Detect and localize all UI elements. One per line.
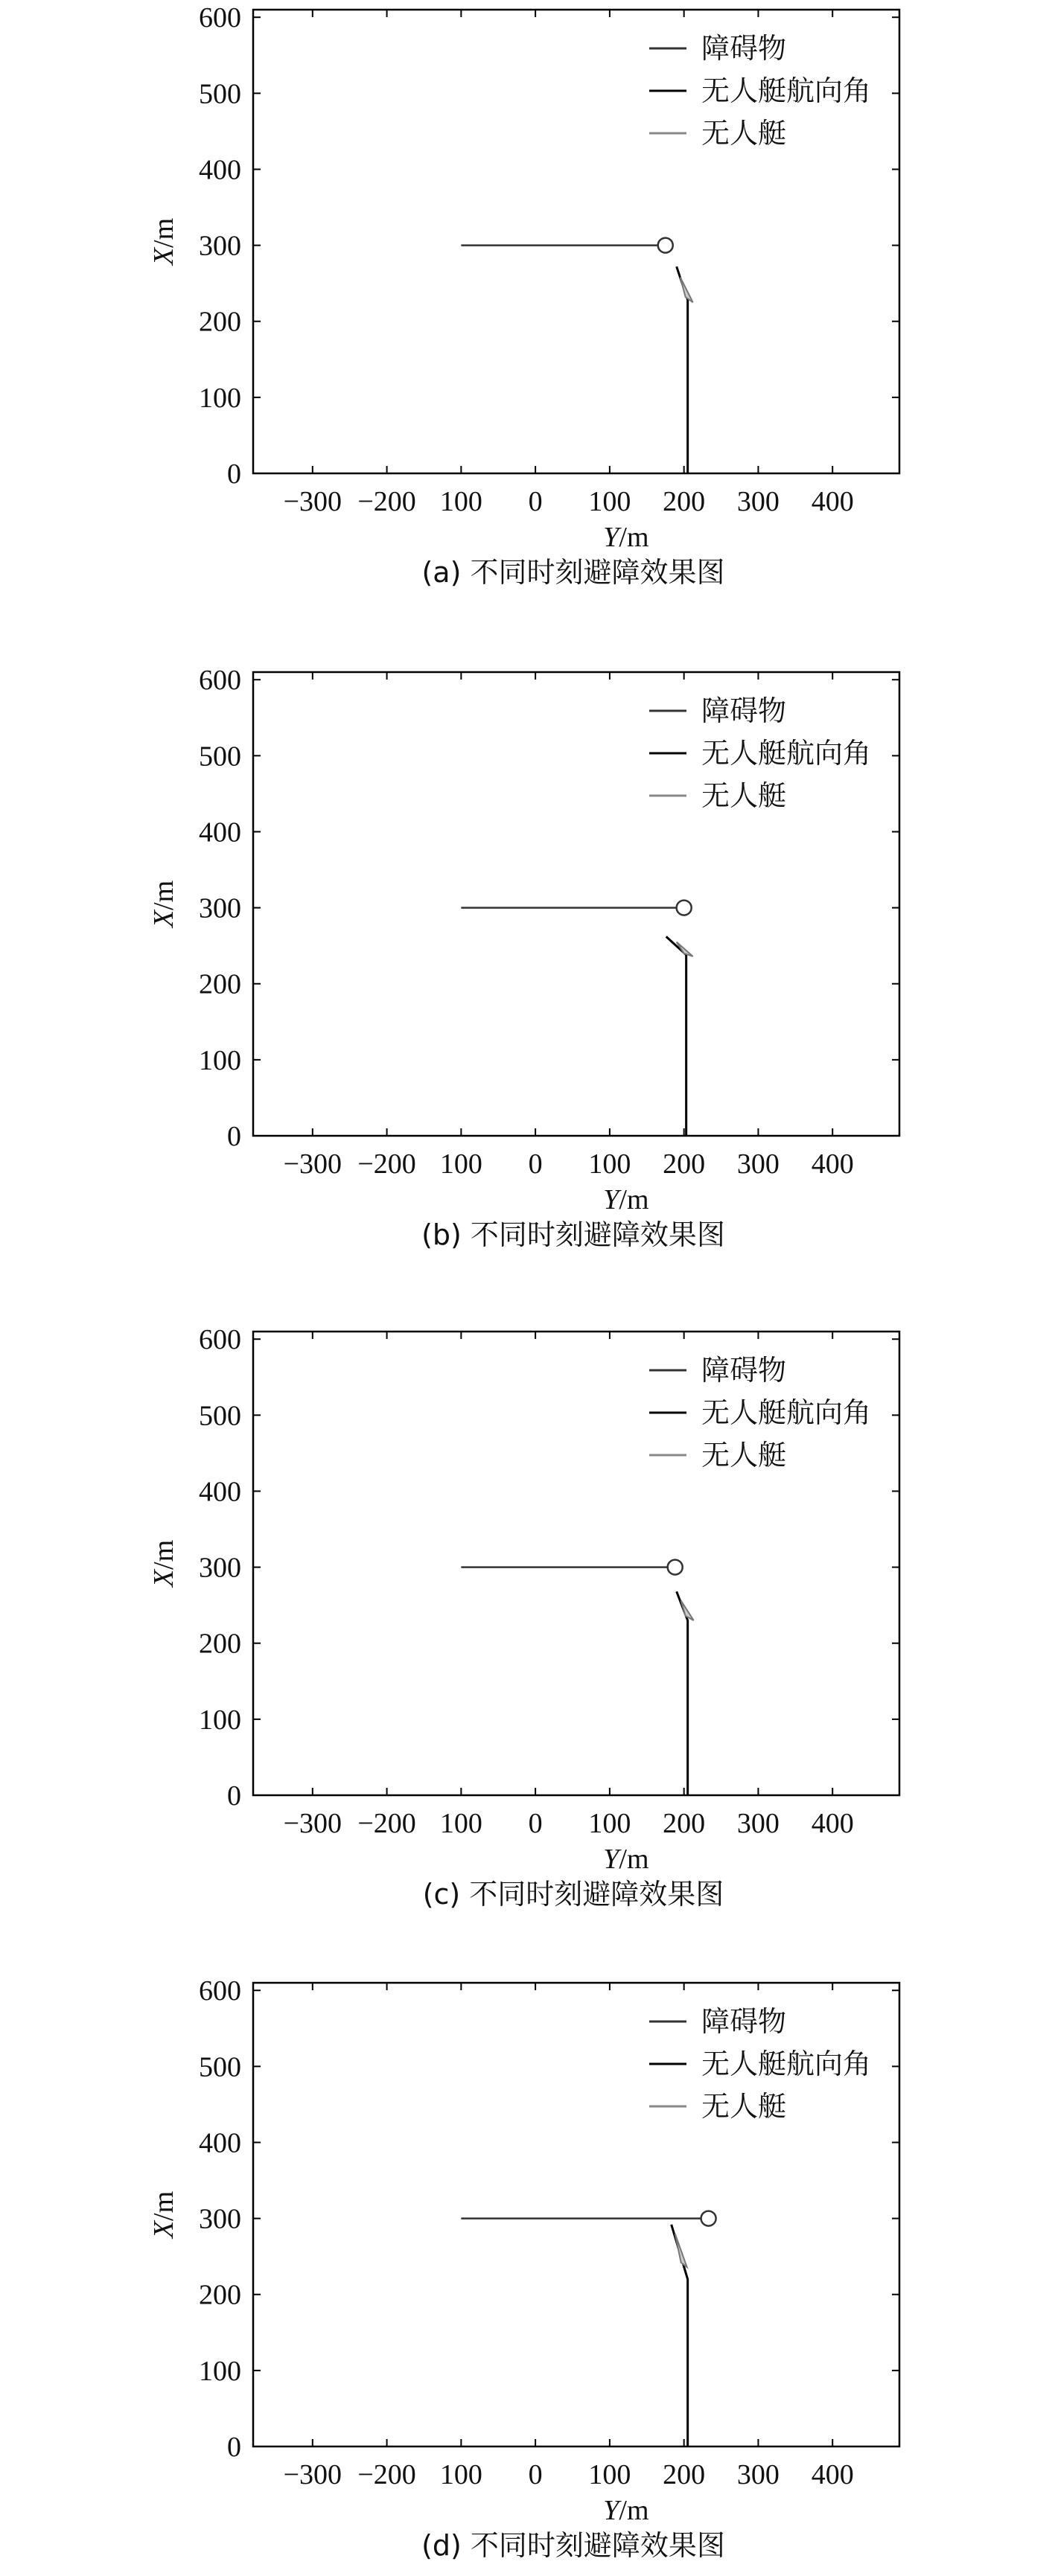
x-axis-label-unit: /m — [619, 522, 649, 553]
usv-shape — [681, 278, 693, 303]
x-tick-label: −300 — [283, 1808, 342, 1839]
x-tick-label: 300 — [736, 1808, 780, 1839]
y-axis-label — [148, 880, 179, 929]
x-tick-label: 0 — [528, 486, 543, 517]
legend-label: 无人艇 — [701, 117, 787, 150]
y-tick-label: 300 — [199, 892, 241, 924]
x-tick-label: 400 — [811, 1808, 854, 1839]
y-tick-label: 600 — [199, 1324, 241, 1356]
figure-caption: (a) 不同时刻避障效果图 — [421, 556, 725, 589]
x-tick-label: −200 — [357, 1148, 416, 1180]
x-tick-label: 0 — [528, 2459, 543, 2490]
legend-label: 无人艇航向角 — [701, 737, 872, 770]
x-tick-label: 100 — [439, 2459, 482, 2490]
y-tick-label: 200 — [199, 1628, 241, 1660]
legend-label: 无人艇 — [701, 779, 787, 812]
x-axis-label-var: Y — [603, 1184, 619, 1215]
y-axis-label-unit: /m — [148, 217, 179, 248]
figure-caption: (b) 不同时刻避障效果图 — [421, 1218, 725, 1251]
x-tick-label: 200 — [663, 2459, 706, 2490]
x-axis-label-var: Y — [603, 522, 619, 553]
y-axis-label — [148, 218, 179, 266]
y-tick-label: 600 — [199, 1975, 241, 2007]
y-tick-label: 200 — [199, 306, 241, 338]
x-tick-label: 100 — [588, 486, 631, 517]
y-tick-label: 200 — [199, 968, 241, 1000]
chart-panel-2 — [148, 1324, 899, 1911]
x-tick-label: 100 — [588, 2459, 631, 2490]
usv-heading-line — [677, 1591, 688, 1795]
x-tick-label: −300 — [283, 1148, 342, 1180]
y-tick-label: 600 — [199, 665, 241, 697]
y-tick-label: 400 — [199, 2127, 241, 2159]
x-axis-label — [603, 522, 648, 553]
x-tick-label: 200 — [663, 1808, 706, 1839]
x-tick-label: 0 — [528, 1148, 543, 1180]
x-tick-label: 200 — [663, 486, 706, 517]
y-tick-label: 100 — [199, 1704, 241, 1736]
x-tick-label: 400 — [811, 1148, 854, 1180]
y-tick-label: 300 — [199, 230, 241, 262]
y-tick-label: 300 — [199, 1552, 241, 1584]
x-axis-label-unit: /m — [619, 2495, 649, 2526]
y-tick-label: 400 — [199, 816, 241, 848]
x-axis-label-var: Y — [603, 1844, 619, 1875]
y-tick-label: 100 — [199, 2355, 241, 2387]
y-axis-label — [148, 1540, 179, 1588]
x-axis-label — [603, 1844, 648, 1875]
legend-label: 障碍物 — [701, 694, 787, 727]
y-axis-label — [148, 2191, 179, 2240]
x-axis-label-unit: /m — [619, 1844, 649, 1875]
x-tick-label: −300 — [283, 2459, 342, 2490]
chart-panel-3 — [148, 1975, 899, 2562]
x-axis-label — [603, 2495, 648, 2526]
figure-caption: (c) 不同时刻避障效果图 — [422, 1878, 724, 1911]
y-tick-label: 500 — [199, 741, 241, 773]
y-axis-label-unit: /m — [148, 880, 179, 910]
obstacle-marker — [677, 901, 692, 915]
x-tick-label: −200 — [357, 2459, 416, 2490]
usv-shape — [675, 2234, 687, 2267]
x-tick-label: 400 — [811, 486, 854, 517]
x-tick-label: −200 — [357, 1808, 416, 1839]
y-axis-label-var: X — [148, 1569, 179, 1588]
y-tick-label: 100 — [199, 1044, 241, 1076]
y-axis-label-unit: /m — [148, 1539, 179, 1570]
x-axis-label-var: Y — [603, 2495, 619, 2526]
x-tick-label: −200 — [357, 486, 416, 517]
y-axis-label-var: X — [148, 910, 179, 928]
chart-panel-0 — [148, 2, 899, 589]
legend-label: 无人艇 — [701, 1439, 787, 1471]
y-tick-label: 400 — [199, 1476, 241, 1508]
y-tick-label: 0 — [227, 458, 241, 490]
legend-label: 障碍物 — [701, 1354, 787, 1387]
x-axis-label-unit: /m — [619, 1184, 649, 1215]
y-tick-label: 600 — [199, 2, 241, 34]
y-axis-label-unit: /m — [148, 2190, 179, 2221]
y-axis-label-var: X — [148, 247, 179, 266]
x-tick-label: 0 — [528, 1808, 543, 1839]
x-tick-label: 300 — [736, 486, 780, 517]
y-tick-label: 200 — [199, 2279, 241, 2311]
y-tick-label: 0 — [227, 1780, 241, 1812]
x-tick-label: 400 — [811, 2459, 854, 2490]
x-tick-label: 300 — [736, 1148, 780, 1180]
x-tick-label: 200 — [663, 1148, 706, 1180]
obstacle-marker — [658, 238, 673, 253]
x-tick-label: 100 — [439, 1808, 482, 1839]
legend-label: 无人艇航向角 — [701, 1396, 872, 1429]
y-tick-label: 100 — [199, 382, 241, 414]
x-tick-label: 100 — [588, 1148, 631, 1180]
y-axis-label-var: X — [148, 2220, 179, 2239]
x-tick-label: 100 — [439, 486, 482, 517]
x-tick-label: 300 — [736, 2459, 780, 2490]
legend-label: 无人艇航向角 — [701, 2048, 872, 2080]
y-tick-label: 0 — [227, 1121, 241, 1152]
legend-label: 障碍物 — [701, 2005, 787, 2038]
x-tick-label: −300 — [283, 486, 342, 517]
x-tick-label: 100 — [588, 1808, 631, 1839]
y-tick-label: 500 — [199, 1400, 241, 1432]
y-tick-label: 0 — [227, 2432, 241, 2463]
obstacle-marker — [668, 1560, 683, 1575]
legend-label: 障碍物 — [701, 32, 787, 65]
legend-label: 无人艇航向角 — [701, 74, 872, 107]
y-tick-label: 300 — [199, 2203, 241, 2235]
figure-caption: (d) 不同时刻避障效果图 — [421, 2529, 725, 2562]
x-tick-label: 100 — [439, 1148, 482, 1180]
chart-panel-1 — [148, 665, 899, 1251]
legend-label: 无人艇 — [701, 2090, 787, 2123]
usv-heading-line — [666, 936, 686, 1136]
y-tick-label: 400 — [199, 154, 241, 186]
y-tick-label: 500 — [199, 2051, 241, 2083]
x-axis-label — [603, 1184, 648, 1215]
y-tick-label: 500 — [199, 78, 241, 110]
obstacle-marker — [701, 2211, 716, 2226]
